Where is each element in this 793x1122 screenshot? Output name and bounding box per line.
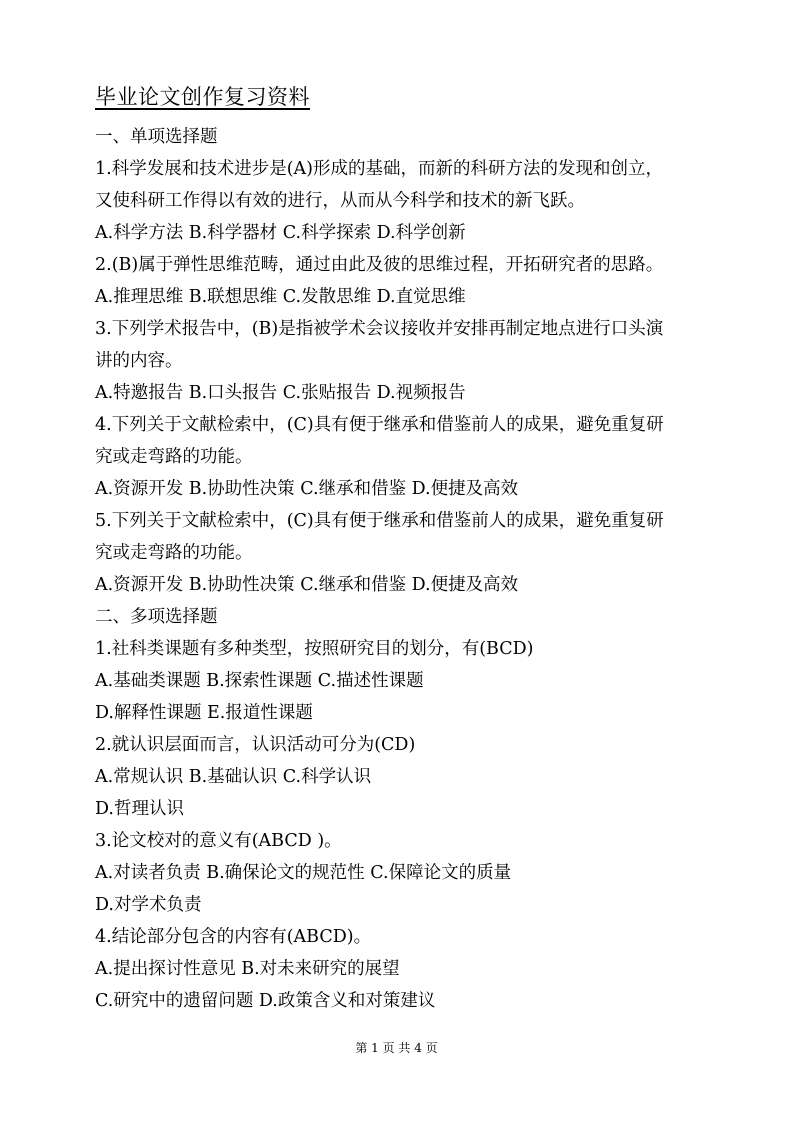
text-line: A.资源开发 B.协助性决策 C.继承和借鉴 D.便捷及高效 [95, 575, 519, 595]
text-line: 1.社科类课题有多种类型，按照研究目的划分，有(BCD) [95, 639, 534, 659]
page-footer: 第 1 页 共 4 页 [355, 1041, 438, 1055]
text-line: D.哲理认识 [95, 799, 184, 819]
text-line: 5.下列关于文献检索中，(C)具有便于继承和借鉴前人的成果，避免重复研 [95, 511, 664, 531]
text-line: 3.下列学术报告中，(B)是指被学术会议接收并安排再制定地点进行口头演 [95, 319, 664, 339]
text-line: A.提出探讨性意见 B.对未来研究的展望 [95, 959, 400, 979]
text-line: A.基础类课题 B.探索性课题 C.描述性课题 [95, 671, 424, 691]
text-line: A.特邀报告 B.口头报告 C.张贴报告 D.视频报告 [95, 383, 466, 403]
text-line: 2.(B)属于弹性思维范畴，通过由此及彼的思维过程，开拓研究者的思路。 [95, 255, 664, 275]
text-line: 3.论文校对的意义有(ABCD )。 [95, 831, 342, 851]
text-line: D.解释性课题 E.报道性课题 [95, 703, 313, 723]
section-heading-multiple-choice: 二、多项选择题 [95, 607, 218, 627]
text-line: 4.下列关于文献检索中，(C)具有便于继承和借鉴前人的成果，避免重复研 [95, 415, 664, 435]
text-line: 1.科学发展和技术进步是(A)形成的基础，而新的科研方法的发现和创立， [95, 159, 663, 179]
text-line: 2.就认识层面而言，认识活动可分为(CD) [95, 735, 416, 755]
text-line: A.常规认识 B.基础认识 C.科学认识 [95, 767, 372, 787]
section-heading-single-choice: 一、单项选择题 [95, 127, 218, 147]
text-line: D.对学术负责 [95, 895, 202, 915]
text-line: A.推理思维 B.联想思维 C.发散思维 D.直觉思维 [95, 287, 466, 307]
text-line: 究或走弯路的功能。 [95, 543, 253, 563]
text-line: C.研究中的遗留问题 D.政策含义和对策建议 [95, 991, 436, 1011]
text-line: 又使科研工作得以有效的进行，从而从今科学和技术的新飞跃。 [95, 191, 585, 211]
text-line: A.科学方法 B.科学器材 C.科学探索 D.科学创新 [95, 223, 466, 243]
text-line: A.对读者负责 B.确保论文的规范性 C.保障论文的质量 [95, 863, 512, 883]
text-line: 讲的内容。 [95, 351, 183, 371]
text-line: 究或走弯路的功能。 [95, 447, 253, 467]
text-line: 4.结论部分包含的内容有(ABCD)。 [95, 927, 372, 947]
text-line: A.资源开发 B.协助性决策 C.继承和借鉴 D.便捷及高效 [95, 479, 519, 499]
document-title: 毕业论文创作复习资料 [95, 85, 310, 109]
